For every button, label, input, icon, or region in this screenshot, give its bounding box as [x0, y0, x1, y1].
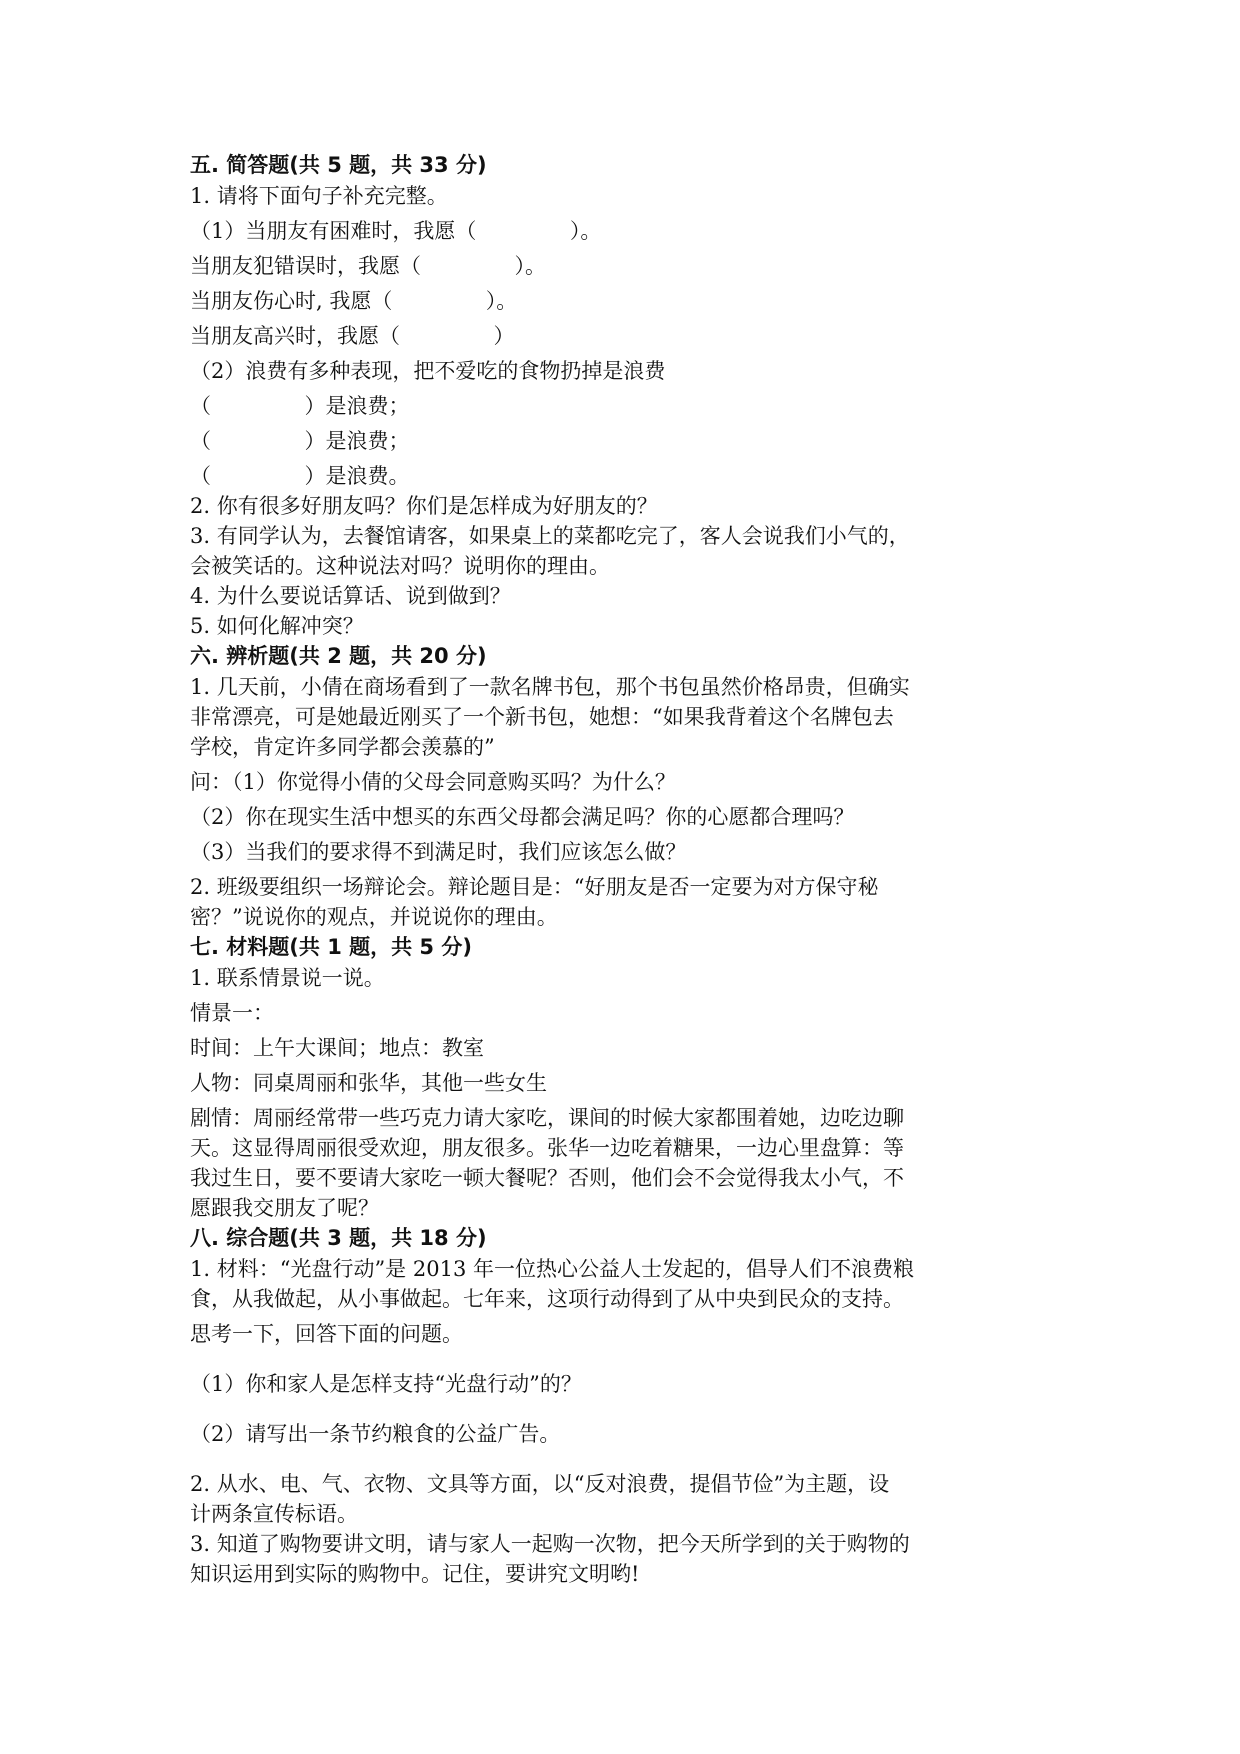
question-5: 5. 如何化解冲突？: [190, 614, 364, 638]
analysis-question-1-sub-1: 问：（1）你觉得小倩的父母会同意购买吗？为什么？: [190, 770, 676, 794]
question-2: 2. 你有很多好朋友吗？你们是怎样成为好朋友的？: [190, 494, 658, 518]
analysis-question-1: 1. 几天前，小倩在商场看到了一款名牌书包，那个书包虽然价格昂贵，但确实: [190, 675, 910, 699]
section-heading-comprehensive: 八. 综合题(共 3 题，共 18 分): [190, 1226, 487, 1250]
question-1-part-2: （2）浪费有多种表现，把不爱吃的食物扔掉是浪费: [190, 359, 666, 383]
analysis-question-1-continued: 非常漂亮，可是她最近刚买了一个新书包，她想：“如果我背着这个名牌包去: [190, 705, 894, 729]
material-question-1: 1. 联系情景说一说。: [190, 966, 385, 990]
scenario-plot-continued: 我过生日，要不要请大家吃一顿大餐呢？否则，他们会不会觉得我太小气，不: [190, 1166, 904, 1190]
comprehensive-question-3: 3. 知道了购物要讲文明，请与家人一起购一次物，把今天所学到的关于购物的: [190, 1532, 910, 1556]
section-heading-short-answer: 五. 简答题(共 5 题，共 33 分): [190, 153, 487, 177]
section-heading-material: 七. 材料题(共 1 题，共 5 分): [190, 935, 472, 959]
question-4: 4. 为什么要说话算话、说到做到？: [190, 584, 511, 608]
scenario-plot-continued: 愿跟我交朋友了呢？: [190, 1196, 379, 1220]
question-1-line: 当朋友犯错误时，我愿（ ）。: [190, 254, 546, 278]
comprehensive-question-1-sub-2: （2）请写出一条节约粮食的公益广告。: [190, 1422, 561, 1446]
analysis-question-1-continued: 学校，肯定许多同学都会羡慕的”: [190, 735, 495, 759]
question-1-blank-line: （ ）是浪费。: [190, 464, 410, 488]
question-1-blank-line: （ ）是浪费；: [190, 394, 410, 418]
question-1-line: 当朋友伤心时, 我愿（ ）。: [190, 289, 518, 313]
analysis-question-1-sub-3: （3）当我们的要求得不到满足时，我们应该怎么做？: [190, 840, 687, 864]
scenario-title: 情景一：: [190, 1001, 274, 1025]
comprehensive-question-1-continued: 食，从我做起，从小事做起。七年来，这项行动得到了从中央到民众的支持。: [190, 1287, 904, 1311]
comprehensive-question-3-continued: 知识运用到实际的购物中。记住，要讲究文明哟!: [190, 1562, 640, 1586]
question-1-part-1: （1）当朋友有困难时，我愿（ ）。: [190, 219, 602, 243]
comprehensive-question-1: 1. 材料：“光盘行动”是 2013 年一位热心公益人士发起的，倡导人们不浪费粮: [190, 1257, 914, 1281]
comprehensive-question-2: 2. 从水、电、气、衣物、文具等方面，以“反对浪费，提倡节俭”为主题，设: [190, 1472, 890, 1496]
analysis-question-1-sub-2: （2）你在现实生活中想买的东西父母都会满足吗？你的心愿都合理吗？: [190, 805, 855, 829]
comprehensive-question-1-prompt: 思考一下，回答下面的问题。: [190, 1322, 463, 1346]
question-3: 3. 有同学认为，去餐馆请客，如果桌上的菜都吃完了，客人会说我们小气的，: [190, 524, 910, 548]
analysis-question-2-continued: 密？”说说你的观点，并说说你的理由。: [190, 905, 558, 929]
scenario-plot: 剧情：周丽经常带一些巧克力请大家吃，课间的时候大家都围着她，边吃边聊: [190, 1106, 904, 1130]
scenario-plot-continued: 天。这显得周丽很受欢迎，朋友很多。张华一边吃着糖果，一边心里盘算：等: [190, 1136, 904, 1160]
analysis-question-2: 2. 班级要组织一场辩论会。辩论题目是：“好朋友是否一定要为对方保守秘: [190, 875, 879, 899]
comprehensive-question-2-continued: 计两条宣传标语。: [190, 1502, 358, 1526]
question-1: 1. 请将下面句子补充完整。: [190, 184, 448, 208]
scenario-people: 人物：同桌周丽和张华，其他一些女生: [190, 1071, 547, 1095]
section-heading-analysis: 六. 辨析题(共 2 题，共 20 分): [190, 644, 487, 668]
comprehensive-question-1-sub-1: （1）你和家人是怎样支持“光盘行动”的？: [190, 1372, 582, 1396]
question-3-continued: 会被笑话的。这种说法对吗？说明你的理由。: [190, 554, 610, 578]
question-1-blank-line: （ ）是浪费；: [190, 429, 410, 453]
question-1-line: 当朋友高兴时，我愿（ ）: [190, 324, 515, 348]
scenario-time-place: 时间：上午大课间；地点：教室: [190, 1036, 484, 1060]
